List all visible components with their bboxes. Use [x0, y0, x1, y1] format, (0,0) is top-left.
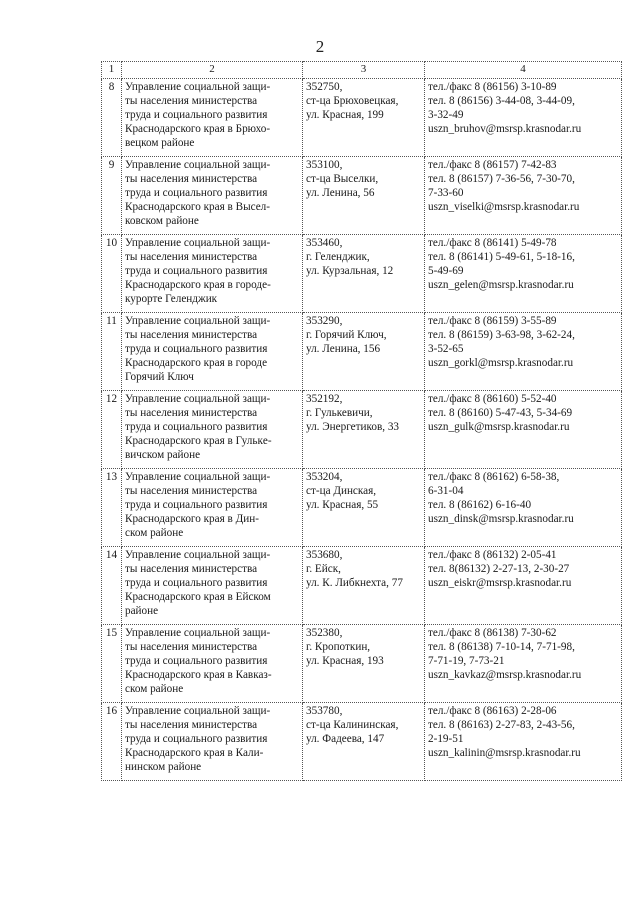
agency-name-line: труда и социального развития — [125, 498, 268, 511]
address-line: ул. Фадеева, 147 — [306, 732, 385, 745]
column-header-address: 3 — [303, 62, 425, 79]
table-row — [102, 235, 622, 313]
agency-name-line: Краснодарского края в городе- — [125, 278, 271, 291]
address-cell — [303, 235, 425, 313]
table-row — [102, 469, 622, 547]
table-row — [102, 625, 622, 703]
contacts-cell — [425, 703, 622, 781]
contact-line: тел./факс 8 (86160) 5-52-40 — [428, 393, 557, 405]
contacts-cell — [425, 235, 622, 313]
address-line: ст-ца Динская, — [306, 484, 377, 497]
address-line: ул. Курзальная, 12 — [306, 264, 394, 277]
contact-line: тел./факс 8 (86132) 2-05-41 — [428, 549, 557, 561]
address-line: ул. Красная, 199 — [306, 108, 384, 121]
address-line: ст-ца Брюховецкая, — [306, 94, 399, 107]
row-number: 13 — [102, 469, 122, 547]
contact-line: тел. 8 (86159) 3-63-98, 3-62-24, — [428, 328, 575, 341]
address-cell — [303, 391, 425, 469]
contact-line: тел. 8 (86138) 7-10-14, 7-71-98, — [428, 640, 575, 653]
agency-name-line: ты населения министерства — [125, 640, 258, 653]
address-cell — [303, 157, 425, 235]
address-line: 353680, — [306, 549, 343, 561]
address-line: 353290, — [306, 315, 343, 327]
contact-line: 3-32-49 — [428, 108, 464, 121]
address-cell — [303, 703, 425, 781]
row-number: 14 — [102, 547, 122, 625]
agency-name-cell — [122, 235, 303, 313]
address-line: 353100, — [306, 159, 343, 171]
agency-name-cell — [122, 313, 303, 391]
agency-name-line: курорте Геленджик — [125, 292, 218, 305]
agency-name-line: Горячий Ключ — [125, 370, 194, 383]
agency-name-line: труда и социального развития — [125, 654, 268, 667]
address-line: г. Кропоткин, — [306, 640, 371, 653]
contact-line: тел. 8(86132) 2-27-13, 2-30-27 — [428, 562, 570, 575]
address-line: ст-ца Выселки, — [306, 172, 379, 185]
agency-name-line: труда и социального развития — [125, 264, 268, 277]
contact-line: тел. 8 (86156) 3-44-08, 3-44-09, — [428, 94, 575, 107]
agency-name-line: Управление социальной защи- — [125, 549, 271, 561]
agency-name-cell — [122, 625, 303, 703]
table-row — [102, 157, 622, 235]
contact-line: тел. 8 (86160) 5-47-43, 5-34-69 — [428, 406, 573, 419]
agency-name-line: ковском районе — [125, 214, 199, 227]
agency-name-line: труда и социального развития — [125, 108, 268, 121]
contact-line: тел./факс 8 (86163) 2-28-06 — [428, 705, 557, 717]
contact-line: uszn_viselki@msrsp.krasnodar.ru — [428, 200, 580, 213]
contact-line: тел./факс 8 (86156) 3-10-89 — [428, 81, 557, 93]
address-line: ул. Ленина, 156 — [306, 342, 381, 355]
agency-name-line: нинском районе — [125, 760, 202, 773]
contact-line: тел. 8 (86163) 2-27-83, 2-43-56, — [428, 718, 575, 731]
contact-line: тел. 8 (86162) 6-16-40 — [428, 498, 532, 511]
agency-name-line: Управление социальной защи- — [125, 471, 271, 483]
row-number: 8 — [102, 79, 122, 157]
contact-line: 7-71-19, 7-73-21 — [428, 654, 505, 667]
address-cell — [303, 547, 425, 625]
table-row — [102, 391, 622, 469]
contacts-cell — [425, 79, 622, 157]
agency-name-line: труда и социального развития — [125, 576, 268, 589]
agency-name-line: ты населения министерства — [125, 172, 258, 185]
agency-name-cell — [122, 469, 303, 547]
agency-name-cell — [122, 157, 303, 235]
agency-name-line: Краснодарского края в Кавказ- — [125, 668, 272, 681]
contact-line: uszn_gorkl@msrsp.krasnodar.ru — [428, 356, 574, 369]
agency-name-line: ты населения министерства — [125, 718, 258, 731]
agency-name-line: труда и социального развития — [125, 342, 268, 355]
contact-line: тел./факс 8 (86159) 3-55-89 — [428, 315, 557, 327]
address-line: 353460, — [306, 237, 343, 249]
table-body — [102, 79, 622, 781]
address-line: 352380, — [306, 627, 343, 639]
contact-line: 6-31-04 — [428, 484, 464, 497]
address-line: г. Гулькевичи, — [306, 406, 373, 419]
contact-line: 3-52-65 — [428, 342, 464, 355]
agency-name-line: Управление социальной защи- — [125, 627, 271, 639]
agency-name-line: ты населения министерства — [125, 562, 258, 575]
row-number: 10 — [102, 235, 122, 313]
contact-line: uszn_dinsk@msrsp.krasnodar.ru — [428, 512, 574, 525]
contact-line: 2-19-51 — [428, 732, 464, 745]
address-line: ул. Энергетиков, 33 — [306, 420, 400, 433]
address-line: ул. Красная, 193 — [306, 654, 384, 667]
address-line: 353780, — [306, 705, 343, 717]
address-line: ул. Ленина, 56 — [306, 186, 375, 199]
contact-line: uszn_kavkaz@msrsp.krasnodar.ru — [428, 668, 582, 681]
row-number: 11 — [102, 313, 122, 391]
address-line: г. Геленджик, — [306, 250, 370, 263]
agency-name-line: труда и социального развития — [125, 186, 268, 199]
contact-line: uszn_eiskr@msrsp.krasnodar.ru — [428, 576, 572, 589]
page-number: 2 — [315, 37, 325, 56]
agency-name-line: Краснодарского края в Кали- — [125, 746, 264, 759]
agency-name-line: Управление социальной защи- — [125, 159, 271, 171]
address-line: ст-ца Калининская, — [306, 718, 399, 731]
column-header-number: 1 — [102, 62, 122, 79]
agency-name-line: ты населения министерства — [125, 406, 258, 419]
agency-name-line: Управление социальной защи- — [125, 315, 271, 327]
address-line: ул. К. Либкнехта, 77 — [306, 576, 403, 589]
contact-line: тел. 8 (86141) 5-49-61, 5-18-16, — [428, 250, 575, 263]
agency-name-line: труда и социального развития — [125, 732, 268, 745]
contacts-cell — [425, 625, 622, 703]
agency-name-line: районе — [125, 604, 159, 617]
agency-name-line: вецком районе — [125, 136, 195, 149]
agency-name-line: Управление социальной защи- — [125, 393, 271, 405]
agency-name-line: ты населения министерства — [125, 328, 258, 341]
column-header-name: 2 — [122, 62, 303, 79]
address-cell — [303, 625, 425, 703]
agency-name-cell — [122, 79, 303, 157]
agency-name-line: вичском районе — [125, 448, 201, 461]
contact-line: тел./факс 8 (86162) 6-58-38, — [428, 471, 560, 483]
agency-name-line: ты населения министерства — [125, 484, 258, 497]
agency-name-line: Краснодарского края в Ейском — [125, 590, 271, 603]
agency-name-line: Краснодарского края в Дин- — [125, 512, 259, 525]
contact-line: тел./факс 8 (86157) 7-42-83 — [428, 159, 557, 171]
agency-name-line: Управление социальной защи- — [125, 237, 271, 249]
agency-name-line: Краснодарского края в Гулькe- — [125, 434, 272, 447]
contact-line: 7-33-60 — [428, 186, 464, 199]
address-line: 352750, — [306, 81, 343, 93]
column-header-contacts: 4 — [425, 62, 622, 79]
address-line: 352192, — [306, 393, 343, 405]
contacts-cell — [425, 313, 622, 391]
contact-line: uszn_kalinin@msrsp.krasnodar.ru — [428, 746, 581, 759]
table-row — [102, 703, 622, 781]
row-number: 15 — [102, 625, 122, 703]
agency-name-line: Управление социальной защи- — [125, 705, 271, 717]
agency-name-cell — [122, 391, 303, 469]
table-row — [102, 313, 622, 391]
address-line: ул. Красная, 55 — [306, 498, 379, 511]
contact-line: тел./факс 8 (86138) 7-30-62 — [428, 627, 557, 639]
contacts-cell — [425, 547, 622, 625]
agency-name-line: ты населения министерства — [125, 94, 258, 107]
contact-line: uszn_gulk@msrsp.krasnodar.ru — [428, 420, 570, 433]
address-cell — [303, 469, 425, 547]
agency-name-line: Краснодарского края в Высел- — [125, 200, 270, 213]
agency-name-line: Краснодарского края в Брюхо- — [125, 122, 271, 135]
table-row — [102, 79, 622, 157]
agency-name-line: ском районе — [125, 526, 184, 539]
agency-name-cell — [122, 703, 303, 781]
contact-line: тел./факс 8 (86141) 5-49-78 — [428, 237, 557, 249]
agency-name-line: ты населения министерства — [125, 250, 258, 263]
agency-name-line: Краснодарского края в городе — [125, 356, 268, 369]
contact-line: тел. 8 (86157) 7-36-56, 7-30-70, — [428, 172, 575, 185]
address-line: г. Ейск, — [306, 562, 341, 575]
contacts-cell — [425, 391, 622, 469]
contacts-cell — [425, 157, 622, 235]
contacts-cell — [425, 469, 622, 547]
table-row — [102, 547, 622, 625]
row-number: 12 — [102, 391, 122, 469]
agency-name-line: Управление социальной защи- — [125, 81, 271, 93]
address-line: г. Горячий Ключ, — [306, 328, 387, 341]
row-number: 9 — [102, 157, 122, 235]
agency-name-line: труда и социального развития — [125, 420, 268, 433]
row-number: 16 — [102, 703, 122, 781]
table-header-row — [102, 62, 622, 79]
address-cell — [303, 313, 425, 391]
contact-line: uszn_bruhov@msrsp.krasnodar.ru — [428, 122, 582, 135]
contact-line: uszn_gelen@msrsp.krasnodar.ru — [428, 278, 574, 291]
address-cell — [303, 79, 425, 157]
address-line: 353204, — [306, 471, 343, 483]
agency-name-cell — [122, 547, 303, 625]
contact-line: 5-49-69 — [428, 264, 464, 277]
agency-name-line: ском районе — [125, 682, 184, 695]
registry-table — [101, 61, 622, 781]
